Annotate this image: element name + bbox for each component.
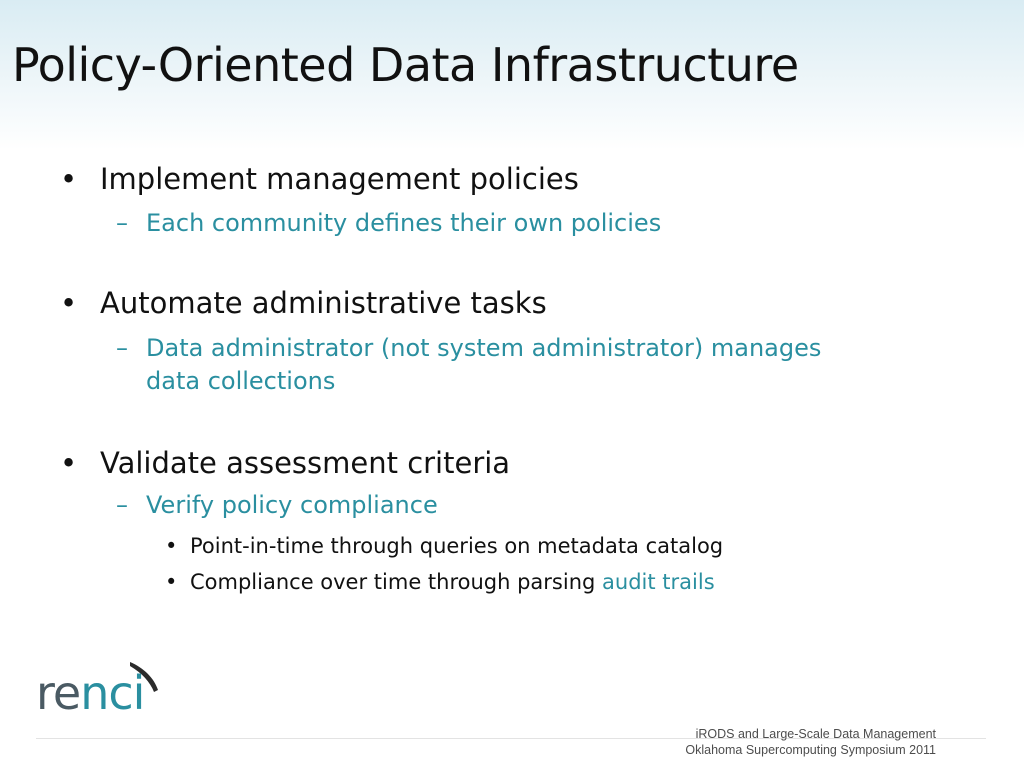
footer-line2: Oklahoma Supercomputing Symposium 2011 (685, 743, 936, 757)
bullet-icon: • (60, 446, 78, 480)
dash-icon: – (116, 334, 128, 362)
sub-sub-bullet-point-in-time: Point-in-time through queries on metadata catalog (190, 534, 724, 558)
bullet-icon: • (60, 162, 78, 196)
footer (685, 726, 936, 758)
sub-bullet-verify-compliance: Verify policy compliance (146, 491, 438, 519)
bullet-automate-tasks: Automate administrative tasks (100, 286, 547, 320)
bullet-icon: • (165, 570, 178, 594)
sub-bullet-data-administrator-line1: Data administrator (not system administrator) manages (146, 334, 822, 362)
sub-bullet-community-policies: Each community defines their own policies (146, 209, 662, 237)
bullet-icon: • (60, 286, 78, 320)
logo-text-nci: nci (80, 666, 145, 720)
logo-text-re: re (36, 666, 81, 720)
footer-line1: iRODS and Large-Scale Data Management (695, 727, 936, 741)
renci-logo (36, 660, 166, 726)
sub-bullet-data-administrator-line2: data collections (146, 367, 336, 395)
bullet-validate-criteria: Validate assessment criteria (100, 446, 511, 480)
compliance-over-time-text: Compliance over time through parsing (190, 570, 603, 594)
audit-trails-highlight: audit trails (602, 570, 715, 594)
dash-icon: – (116, 209, 128, 237)
dash-icon: – (116, 491, 128, 519)
renci-wordmark (36, 666, 145, 720)
bullet-implement-policies: Implement management policies (100, 162, 579, 196)
slide-title: Policy-Oriented Data Infrastructure (12, 38, 799, 92)
sub-sub-bullet-compliance-over-time (190, 570, 715, 594)
bullet-icon: • (165, 534, 178, 558)
